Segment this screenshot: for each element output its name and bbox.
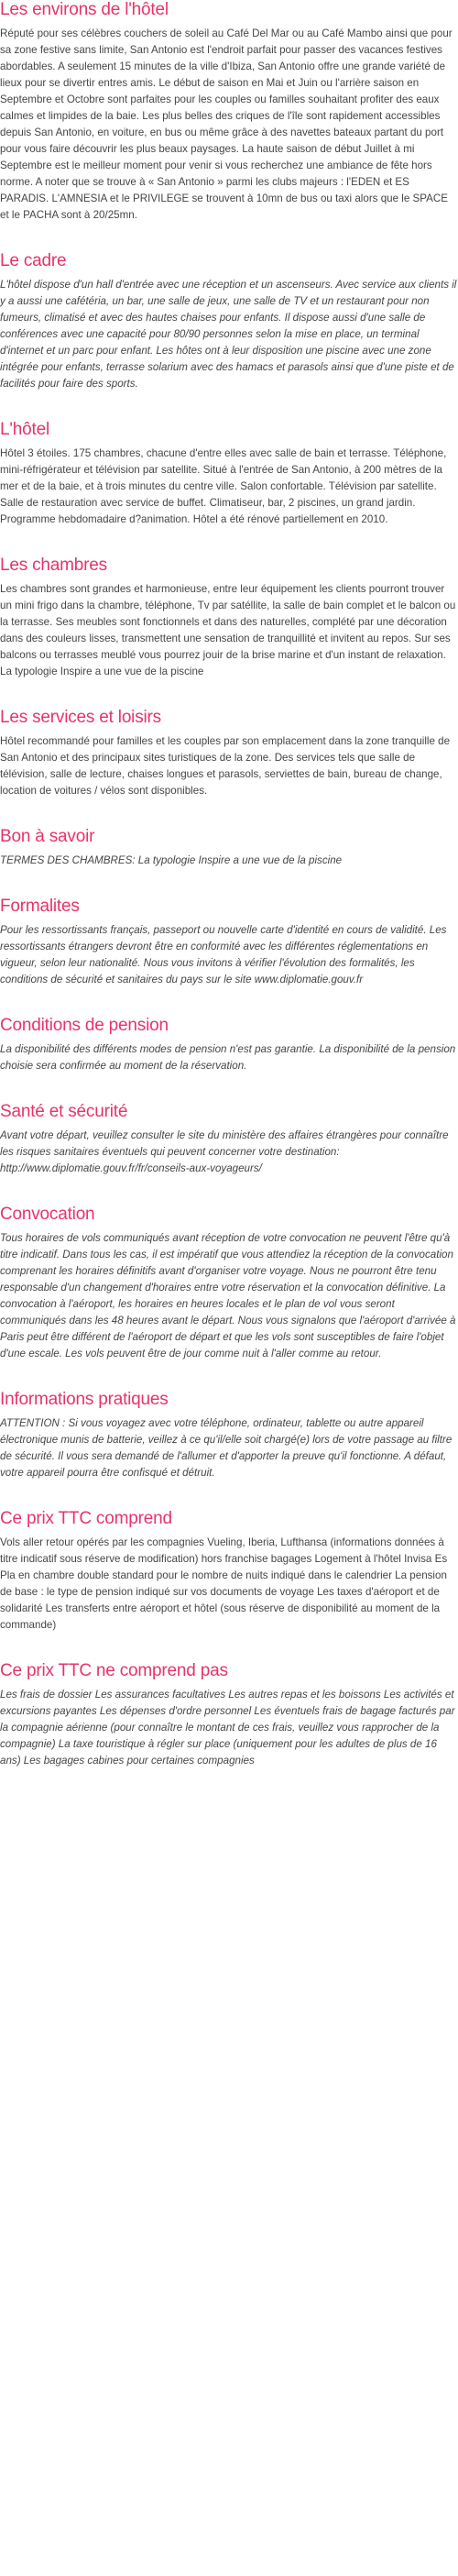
section-title-prix-comprend: Ce prix TTC comprend <box>0 1509 172 1528</box>
section-convocation <box>0 1195 458 1381</box>
section-text-services: Hôtel recommandé pour familles et les couples par son emplacement dans la zone tranquille de San Antonio et des principaux sites turistiques de la zone. Des services tels que salle de télévision, salle de lecture, chaises longues et parasols, serviettes de bain, bureau de change, location de voitures / vélos sont disponibles. <box>0 735 451 797</box>
section-text-prix-comprend: Vols aller retour opérés par les compagnies Vueling, Iberia, Lufthansa (informations données à titre indicatif sous réserve de modification) hors franchise bagages Logement à l'hôtel Invisa Es Pla en chambre double standard pour le nombre de nuits indiqué dans le calendrier La pension de base : le type de pension indiqué sur vos documents de voyage Les taxes d'aéroport et de solidarité Les transferts entre aéroport et hôtel (sous réserve de disponibilité au moment de la commande) <box>0 1536 448 1631</box>
section-formalites <box>0 887 458 1007</box>
section-informations <box>0 1381 458 1500</box>
section-text-convocation: Tous horaires de vols communiqués avant réception de votre convocation ne peuvent l'être qu'à titre indicatif. Dans tous les cas, il est impératif que vous attendiez la réception de la convocation comprenant les horaires définitifs avant d'organiser votre voyage. Nous ne pourront être tenu responsable d'un changement d'horaires entre votre réservation et la convocation définitive. La convocation à l'aéroport, les horaires en heures locales et le plan de vol vous seront communiqués dans les 48 heures avant le départ. Nous vous signalons que l'aéroport d'arrivée à Paris peut être différent de l'aéroport de départ et que les vols sont susceptibles de faire l'objet d'une escale. Les vols peuvent être de jour comme nuit à l'aller comme au retour. <box>0 1232 456 1360</box>
section-text-informations: ATTENTION : Si vous voyagez avec votre téléphone, ordinateur, tablette ou autre appareil électronique munis de batterie, veillez à ce qu'il/elle soit chargé(e) lors de votre passage au filtre de sécurité. Il vous sera demandé de l'allumer et d'apporter la preuve qu'il fonctionne. A défaut, votre appareil pourra être confisqué et détruit. <box>0 1417 453 1479</box>
section-text-hotel: Hôtel 3 étoiles. 175 chambres, chacune d'entre elles avec salle de bain et terrasse. Téléphone, mini-réfrigérateur et télévision par satellite. Situé à l'entrée de San Antonio, à 200 mètres de la mer et de la baie, et à trois minutes du centre ville. Salon confortable. Télévision par satellite. Salle de restauration avec service de buffet. Climatiseur, bar, 2 piscines, un grand jardin. Programme hebdomadaire d?animation. Hôtel a été rénové partiellement en 2010. <box>0 447 447 525</box>
section-title-hotel: L'hôtel <box>0 420 49 439</box>
section-services <box>0 699 458 818</box>
section-text-environs: Réputé pour ses célèbres couchers de soleil au Café Del Mar ou au Café Mambo ainsi que pour sa zone festive sans limite, San Antonio est l'endroit parfait pour passer des vacances festives abordables. A seulement 15 minutes de la ville d'Ibiza, San Antonio offre une grande variété de lieux pour se divertir entres amis. Le début de saison en Mai et Juin ou l'arrière saison en Septembre et Octobre sont parfaites pour les couples ou familles souhaitant profiter des eaux calmes et limpides de la baie. Les plus belles des criques de l'île sont rapidement accessibles depuis San Antonio, en voiture, en bus ou même grâce à des navettes bateaux partant du port pour vous faire découvrir les plus beaux paysages. La haute saison de début Juillet à mi Septembre est le meilleur moment pour venir si vous recherchez une ambiance de fête hors norme. A noter que se trouve à « San Antonio » parmi les clubs majeurs : l'EDEN et ES PARADIS. L'AMNESIA et le PRIVILEGE se trouvent à 10mn de bus ou taxi alors que le SPACE et le PACHA sont à 20/25mn. <box>0 28 453 221</box>
section-title-informations: Informations pratiques <box>0 1390 169 1409</box>
section-text-formalites: Pour les ressortissants français, passeport ou nouvelle carte d'identité en cours de validité. Les ressortissants étrangers devront être en conformité avec les différentes réglementations en vigueur, selon leur nationalité. Nous vous invitons à vérifier l'évolution des formalités, les conditions de sécurité et sanitaires du pays sur le site www.diplomatie.gouv.fr <box>0 924 447 985</box>
section-title-services: Les services et loisirs <box>0 708 161 727</box>
section-cadre <box>0 242 458 411</box>
section-title-cadre: Le cadre <box>0 251 67 270</box>
section-text-prix-ne-comprend-pas: Les frais de dossier Les assurances facultatives Les autres repas et les boissons Les activités et excursions payantes Les dépenses d'ordre personnel Les éventuels frais de bagage facturés par la compagnie aérienne (pour connaître le montant de ces frais, veuillez vous rapprocher de la compagnie) La taxe touristique à régler sur place (uniquement pour les adultes de plus de 16 ans) Les bagages cabines pour certaines compagnies <box>0 1689 455 1767</box>
section-prix-ne-comprend-pas <box>0 1652 458 1788</box>
section-environs <box>0 0 458 242</box>
section-title-sante: Santé et sécurité <box>0 1102 128 1121</box>
section-prix-comprend <box>0 1500 458 1652</box>
section-text-cadre: L'hôtel dispose d'un hall d'entrée avec une réception et un ascenseurs. Avec service aux clients il y a aussi une cafétéria, un bar, une salle de jeux, une salle de TV et un restaurant pour non fumeurs, climatisé et avec des hautes chaises pour enfants. Il dispose aussi d'une salle de conférences avec une capacité pour 80/90 personnes selon la mise en place, un terminal d'internet et un parc pour enfant. Les hôtes ont à leur disposition une piscine avec une zone intégrée pour enfants, terrasse solarium avec des hamacs et parasols ainsi que d'une piste et de facilités pour faire des sports. <box>0 279 457 390</box>
section-title-prix-ne-comprend-pas: Ce prix TTC ne comprend pas <box>0 1661 228 1680</box>
section-title-formalites: Formalites <box>0 897 80 916</box>
section-title-environs: Les environs de l'hôtel <box>0 0 169 19</box>
section-title-convocation: Convocation <box>0 1205 95 1224</box>
section-chambres <box>0 546 458 699</box>
section-bon-a-savoir <box>0 818 458 887</box>
section-title-pension: Conditions de pension <box>0 1016 169 1035</box>
section-text-pension: La disponibilité des différents modes de pension n'est pas garantie. La disponibilité de la pension choisie sera confirmée au moment de la réservation. <box>0 1043 456 1072</box>
section-title-bon-a-savoir: Bon à savoir <box>0 827 95 846</box>
section-text-sante: Avant votre départ, veuillez consulter le site du ministère des affaires étrangères pour connaître les risques sanitaires éventuels qui peuvent concerner votre destination: http://www.diplomatie.gouv.fr/fr/conseils-aux-voyageurs/ <box>0 1129 449 1174</box>
section-pension <box>0 1007 458 1093</box>
section-title-chambres: Les chambres <box>0 556 107 575</box>
section-text-bon-a-savoir: TERMES DES CHAMBRES: La typologie Inspire a une vue de la piscine <box>0 854 343 866</box>
section-hotel <box>0 411 458 546</box>
section-text-chambres: Les chambres sont grandes et harmonieuse, entre leur équipement les clients pourront trouver un mini frigo dans la chambre, téléphone, Tv par satéllite, la salle de bain complet et le balcon ou la terrasse. Ses meubles sont fonctionnels et dans des naturelles, complété par une décoration dans des couleurs lisses, transmettent une sensation de tranquillité et invitent au repos. Sur ses balcons ou terrasses meublé vous pourrez jouir de la brise marine et d'un instant de relaxation. La typologie Inspire a une vue de la piscine <box>0 583 456 677</box>
section-sante <box>0 1093 458 1195</box>
